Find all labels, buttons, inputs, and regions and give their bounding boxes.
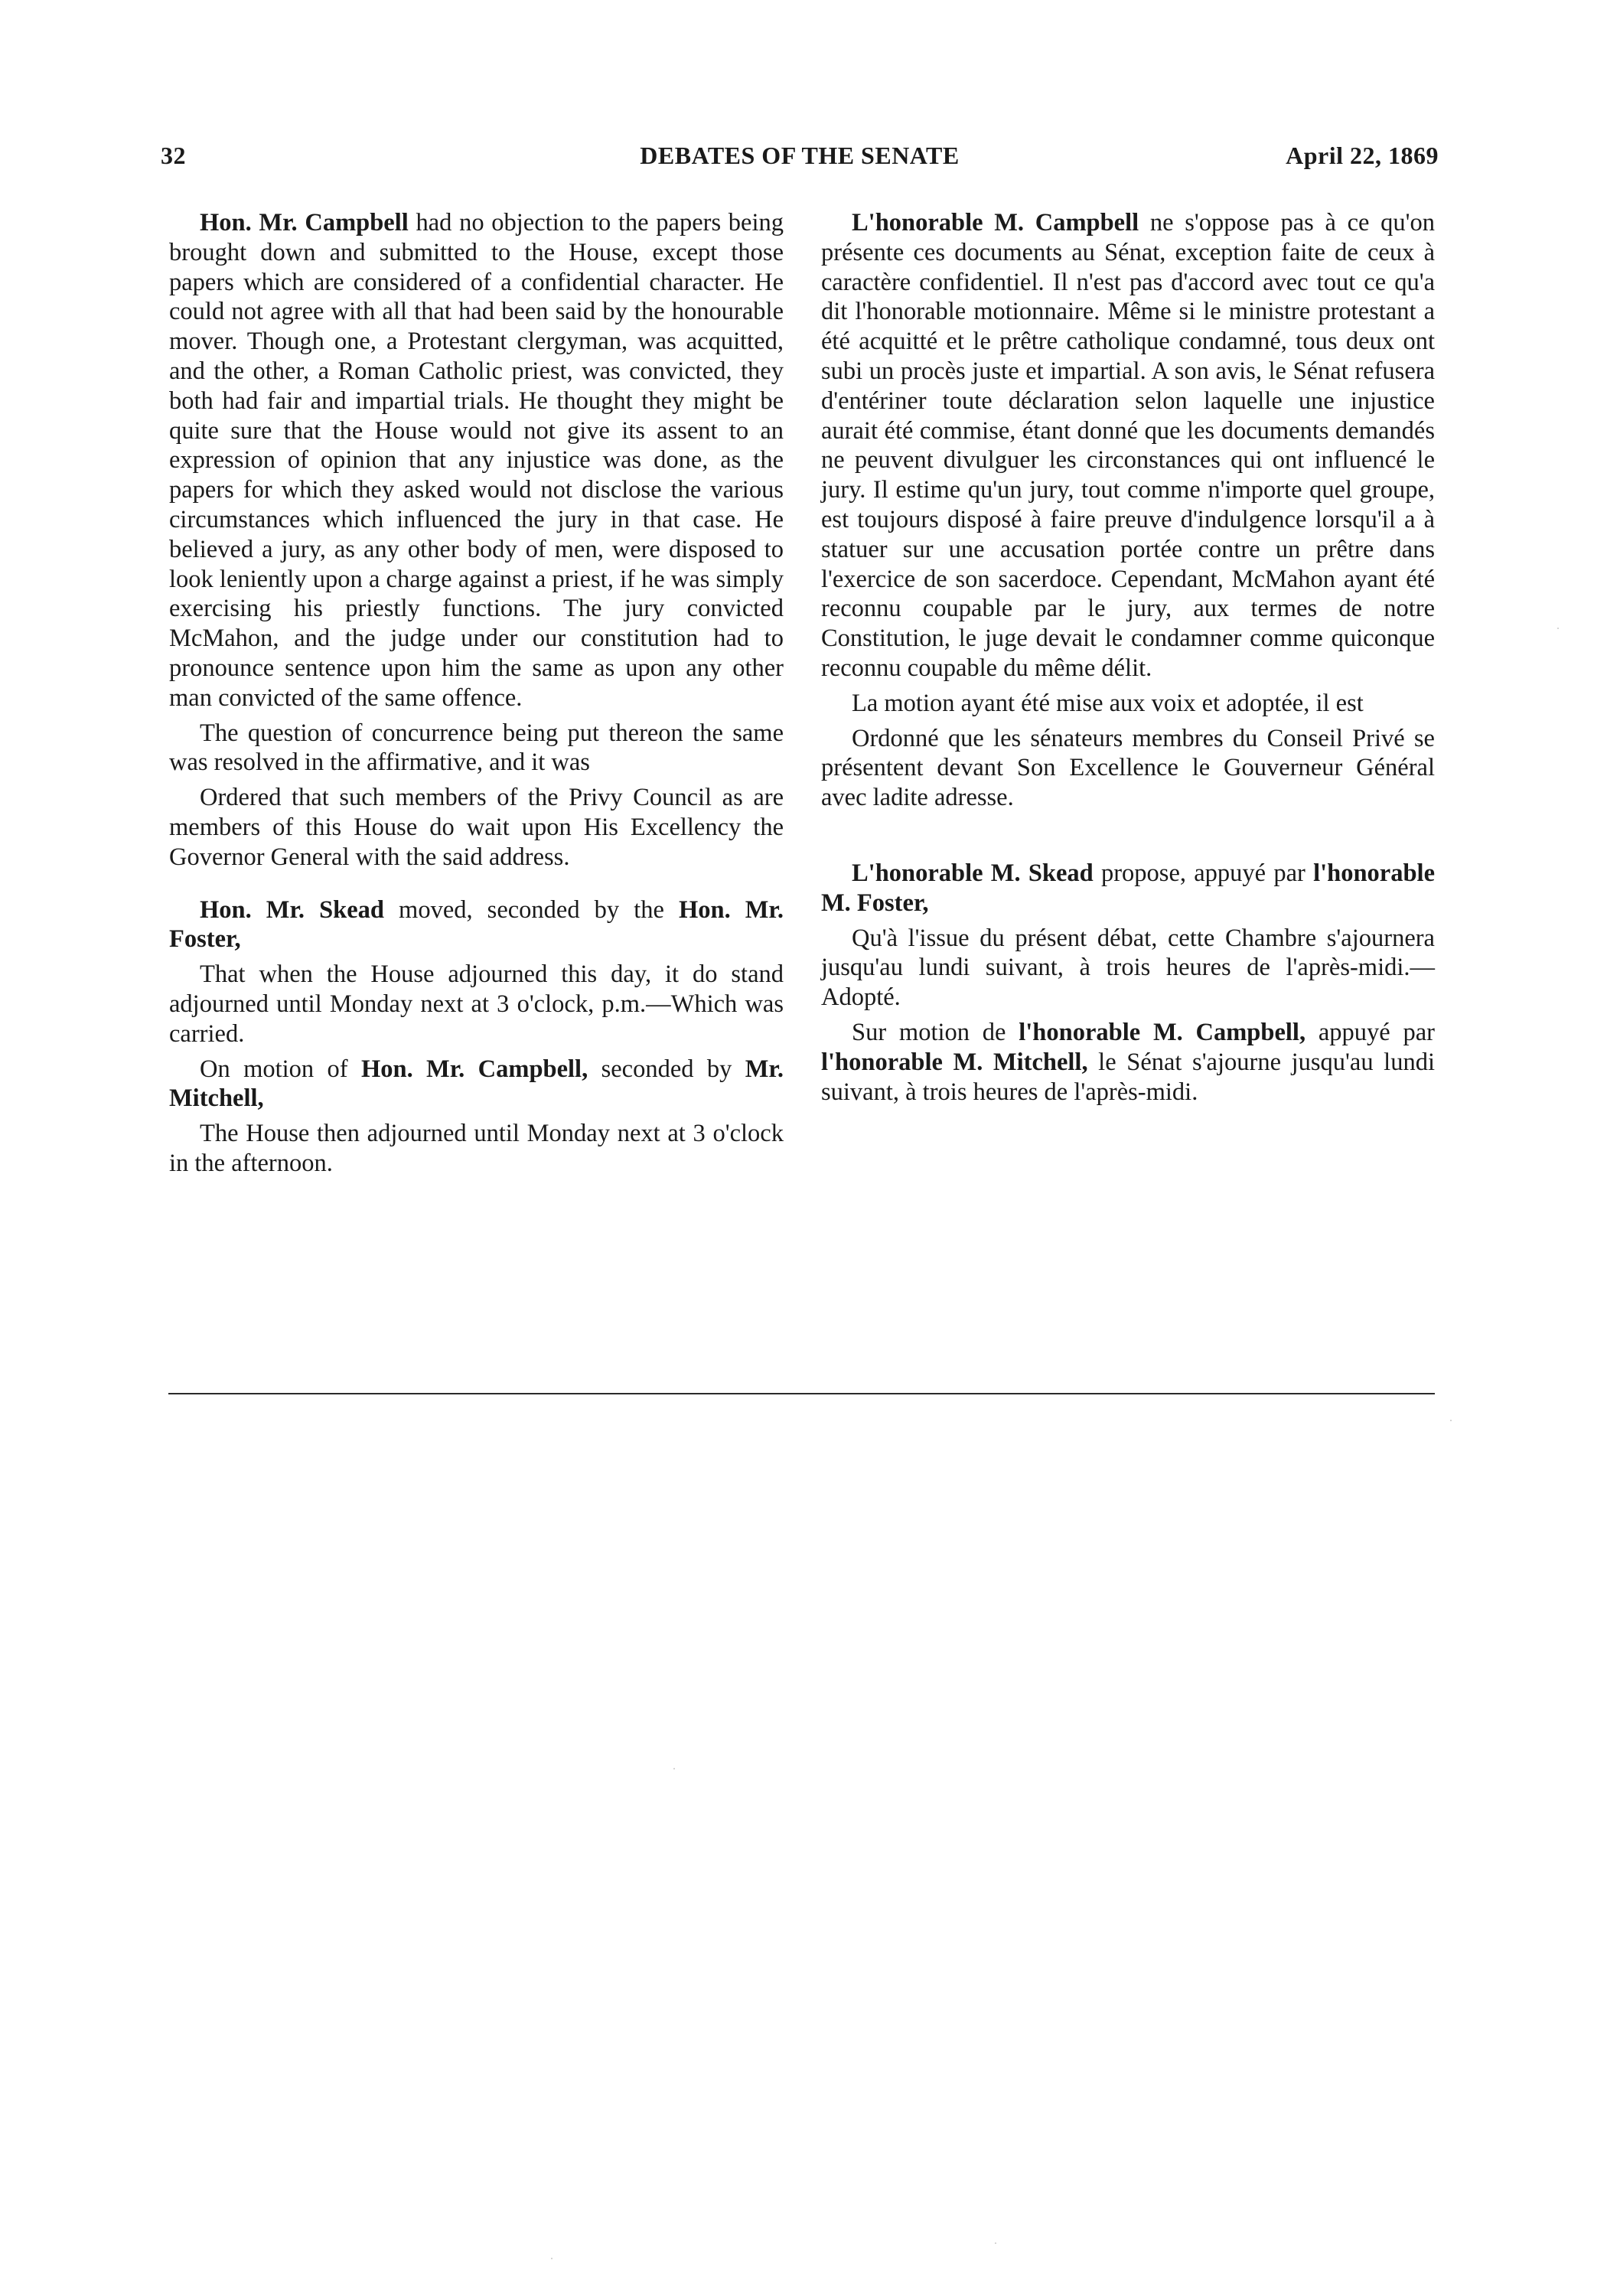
scan-speck	[1450, 1420, 1452, 1421]
en-paragraph-adjournment: That when the House adjourned this day, it do stand adjourned until Monday next at 3 o'clock, p.m.—Which was carried.	[169, 960, 784, 1048]
fr-paragraph-motion-vote: La motion ayant été mise aux voix et adoptée, il est	[852, 689, 1364, 717]
mover-name: l'honorable M. Campbell,	[1019, 1018, 1306, 1046]
speaker-name: Hon. Mr. Skead	[200, 895, 384, 924]
seconder-name: Mr. Mitchell,	[169, 1055, 784, 1113]
scan-speck	[551, 2258, 553, 2259]
speaker-name: Hon. Mr. Campbell	[200, 209, 409, 236]
scan-speck	[995, 2242, 996, 2244]
seconder-name: l'honorable M. Foster,	[821, 859, 1435, 917]
en-paragraph-concurrence: The question of concurrence being put thereon the same was resolved in the affirmative, and it was	[169, 719, 784, 777]
en-paragraph-house-adjourned: The House then adjourned until Monday next at 3 o'clock in the afternoon.	[169, 1120, 784, 1177]
seconder-name: Hon. Mr. Foster,	[169, 895, 784, 954]
scan-speck	[1557, 628, 1559, 629]
fr-paragraph-ordonne: Ordonné que les sénateurs membres du Conseil Privé se présentent devant Son Excellence le Gouverneur Général avec ladite adresse.	[821, 724, 1435, 812]
fr-paragraph-campbell: L'honorable M. Campbell ne s'oppose pas à ce qu'on présente ces documents au Sénat, exception faite de ceux à caractère confidentiel. Il n'est pas d'accord avec tout ce qu'a dit l'honorable motionnaire. Même si le ministre protestant a été acquitté et le prêtre catholique condamné, tous deux ont subi un procès juste et impartial. A son avis, le Sénat refusera d'entériner toute déclaration selon laquelle une injustice aurait été commise, étant donné que les documents demandés ne peuvent divulguer les circonstances qui ont influencé le jury. Il estime qu'un jury, tout comme n'importe quel groupe, est toujours disposé à faire preuve d'indulgence lorsqu'il a à statuer sur une accusation portée contre un prêtre dans l'exercice de son sacerdoce. Cependant, McMahon ayant été reconnu coupable par le jury, aux termes de notre Constitution, le juge devait le condamner comme quiconque reconnu coupable du même délit.	[821, 209, 1435, 682]
page-number: 32	[161, 142, 186, 169]
english-column	[169, 208, 784, 1179]
fr-paragraph-skead-motion: L'honorable M. Skead propose, appuyé par l'honorable M. Foster,	[821, 859, 1435, 917]
header-date: April 22, 1869	[1286, 142, 1439, 169]
en-paragraph-campbell: Hon. Mr. Campbell had no objection to the papers being brought down and submitted to the House, except those papers which are considered of a confidential character. He could not agree with all that had been said by the honourable mover. Though one, a Protestant clergyman, was acquitted, and the other, a Roman Catholic priest, was convicted, they both had fair and impartial trials. He thought they might be quite sure that the House would not give its assent to an expression of opinion that any injustice was done, as the papers for which they asked would not disclose the various circumstances which influenced the jury in that case. He believed a jury, as any other body of men, were disposed to look leniently upon a charge against a priest, if he was simply exercising his priestly functions. The jury convicted McMahon, and the judge under our constitution had to pronounce sentence upon him the same as upon any other man convicted of the same offence.	[169, 209, 784, 712]
french-column	[821, 208, 1435, 1107]
scan-speck	[673, 1768, 675, 1769]
mover-name: Hon. Mr. Campbell,	[360, 1055, 588, 1083]
speaker-name: L'honorable M. Campbell	[852, 209, 1139, 236]
fr-paragraph-ajournement: Qu'à l'issue du présent débat, cette Chambre s'ajournera jusqu'au lundi suivant, à trois heures de l'après-midi.—Adopté.	[821, 924, 1435, 1012]
page-header	[161, 142, 1439, 180]
fr-paragraph-campbell-motion: Sur motion de l'honorable M. Campbell, appuyé par l'honorable M. Mitchell, le Sénat s'ajourne jusqu'au lundi suivant, à trois heures de l'après-midi.	[821, 1018, 1435, 1106]
running-title: DEBATES OF THE SENATE	[640, 142, 960, 169]
en-paragraph-ordered: Ordered that such members of the Privy Council as are members of this House do wait upon His Excellency the Governor General with the said address.	[169, 784, 784, 871]
section-divider	[168, 1393, 1435, 1394]
seconder-name: l'honorable M. Mitchell,	[821, 1048, 1088, 1076]
en-paragraph-campbell-motion: On motion of Hon. Mr. Campbell, seconded by Mr. Mitchell,	[169, 1055, 784, 1113]
en-paragraph-skead-motion: Hon. Mr. Skead moved, seconded by the Hon. Mr. Foster,	[169, 895, 784, 954]
speaker-name: L'honorable M. Skead	[852, 859, 1094, 887]
